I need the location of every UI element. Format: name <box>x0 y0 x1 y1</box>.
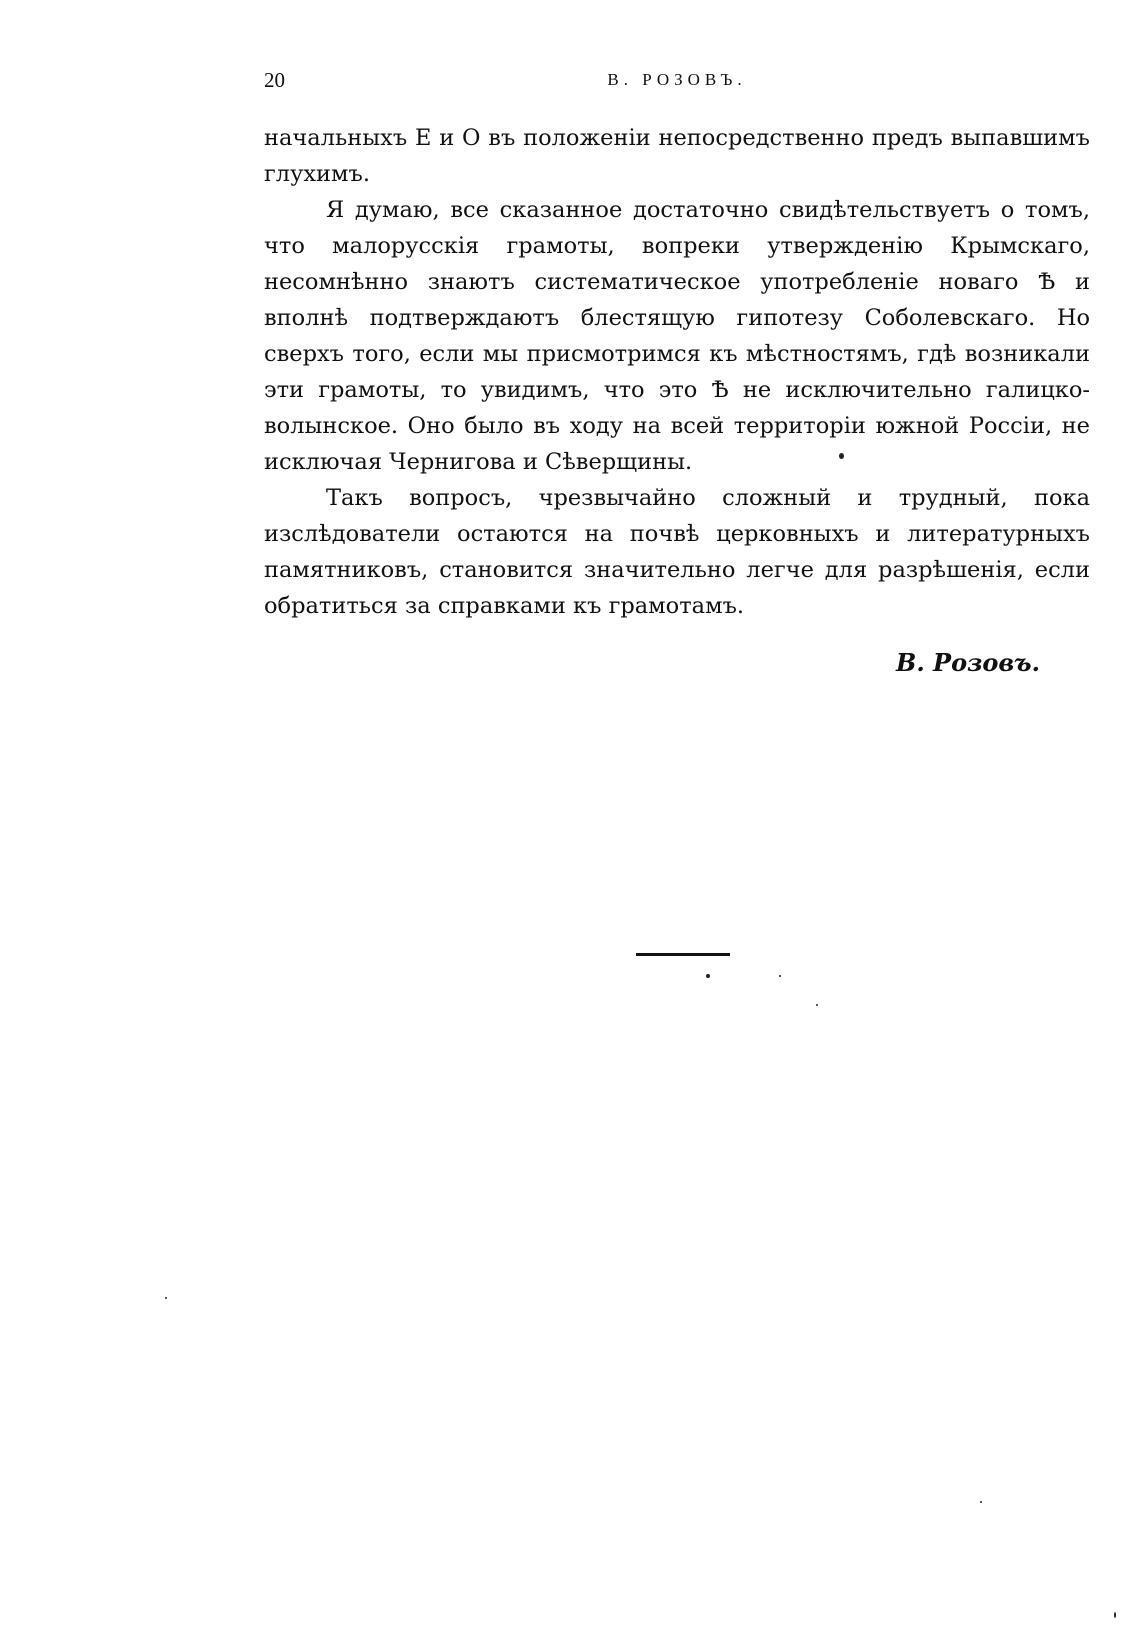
page-header <box>264 68 1090 98</box>
scan-speck <box>706 974 710 978</box>
scan-speck <box>839 453 844 459</box>
scan-speck <box>1114 1612 1116 1618</box>
author-signature: В. Розовъ. <box>896 648 1040 677</box>
scan-speck <box>165 1297 167 1299</box>
scan-speck <box>779 975 781 977</box>
paragraph: Я думаю, все сказанное достаточно свидѣтельствуетъ о томъ, что малорусскiя грамоты, вопреки утвержденiю Крымскаго, несомнѣнно знаютъ систематическое употребленiе новаго Ѣ и вполнѣ подтверждаютъ блестящую гипотезу Соболевскаго. Но сверхъ того, если мы присмотримся къ мѣстностямъ, гдѣ возникали эти грамоты, то увидимъ, что это Ѣ не исключительно галицко-волынское. Оно было въ ходу на всей территорiи южной Россiи, не исключая Чернигова и Сѣверщины. <box>264 197 1090 475</box>
running-head: В. РОЗОВЪ. <box>607 70 747 89</box>
paragraph: Такъ вопросъ, чрезвычайно сложный и трудный, пока изслѣдователи остаются на почвѣ церковныхъ и литературныхъ памятниковъ, становится значительно легче для разрѣшенiя, если обратиться за справками къ грамотамъ. <box>264 485 1090 619</box>
scan-speck <box>816 1004 818 1006</box>
body-text <box>264 120 1090 624</box>
scan-speck <box>980 1501 982 1503</box>
end-rule-divider <box>636 953 730 956</box>
paragraph-continuation: начальныхъ Е и О въ положенiи непосредственно предъ выпавшимъ глухимъ. <box>264 125 1090 187</box>
page-number: 20 <box>264 68 285 92</box>
